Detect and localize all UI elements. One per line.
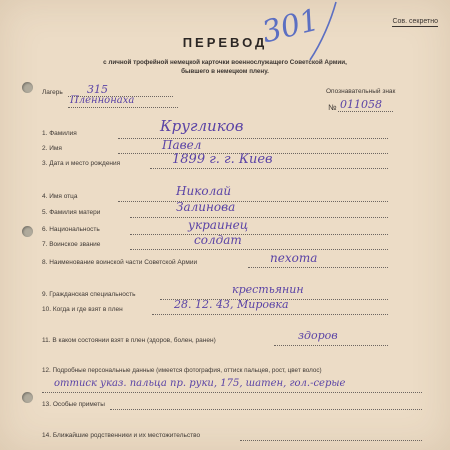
field-label-nationality: 6. Национальность: [42, 226, 100, 233]
id-mark-value: 011058: [340, 98, 382, 111]
field-underline: [130, 249, 388, 250]
field-label-relatives: 14. Ближайшие родственники и их местожительство: [42, 432, 201, 439]
field-underline: [274, 345, 388, 346]
field-value-father-name: Николай: [176, 184, 232, 198]
punch-hole: [22, 82, 33, 93]
field-underline: [130, 217, 388, 218]
field-label-personal-data: 12. Подробные персональные данные (имеется фотография, оттиск пальцев, рост, цвет волос): [42, 367, 322, 374]
field-value-profession: крестьянин: [232, 283, 304, 296]
field-value-mother-surname: Залинова: [176, 200, 236, 214]
camp-value: 315: [87, 83, 108, 96]
field-underline: [118, 201, 388, 202]
punch-hole: [22, 392, 33, 403]
camp-label: Лагерь: [42, 89, 63, 96]
field-underline: [152, 314, 388, 315]
field-value-rank: солдат: [194, 233, 242, 247]
field-value-first-name: Павел: [162, 138, 202, 152]
field-label-birth: 3. Дата и место рождения: [42, 160, 121, 167]
secret-label: Сов. секретно: [392, 18, 438, 25]
field-underline: [110, 409, 422, 410]
field-label-first-name: 2. Имя: [42, 145, 62, 152]
field-label-father-name: 4. Имя отца: [42, 193, 78, 200]
field-value-birth: 1899 г. г. Киев: [172, 152, 273, 167]
field-underline: [130, 234, 388, 235]
field-label-condition: 11. В каком состоянии взят в плен (здоров, болен, ранен): [42, 337, 216, 344]
field-label-rank: 7. Воинское звание: [42, 241, 101, 248]
camp-name-underline: [68, 107, 178, 108]
field-value-condition: здоров: [298, 329, 338, 342]
document-title: ПЕРЕВОД: [182, 35, 268, 50]
stamp-stroke: [300, 0, 340, 62]
field-value-capture: 28. 12. 43, Мировка: [174, 298, 289, 311]
id-no-label: №: [328, 103, 337, 112]
field-underline: [240, 440, 422, 441]
field-underline: [150, 168, 388, 169]
field-value-surname: Кругликов: [160, 117, 244, 135]
field-underline: [42, 392, 422, 393]
camp-name-value: Пленнонаха: [70, 95, 135, 106]
field-label-unit: 8. Наименование воинской части Советской Армии: [42, 259, 198, 266]
field-label-special-marks: 13. Особые приметы: [42, 401, 105, 408]
field-label-surname: 1. Фамилия: [42, 130, 77, 137]
id-underline: [338, 111, 393, 112]
field-value-personal-data: оттиск указ. пальца пр. руки, 175, шатен, гол.-серые: [54, 378, 346, 389]
stamp-number: 301: [258, 2, 323, 51]
id-mark-label: Опознавательный знак: [326, 88, 396, 95]
subtitle-line-1: с личной трофейной немецкой карточки военнослужащего Советской Армии,: [103, 59, 347, 66]
field-value-nationality: украинец: [188, 218, 249, 232]
field-label-capture: 10. Когда и где взят в плен: [42, 306, 123, 313]
subtitle-line-2: бывшего в немецком плену.: [181, 68, 269, 75]
field-label-profession: 9. Гражданская специальность: [42, 291, 136, 298]
field-label-mother-surname: 5. Фамилия матери: [42, 209, 101, 216]
field-underline: [118, 138, 388, 139]
punch-hole: [22, 226, 33, 237]
field-underline: [248, 267, 388, 268]
field-value-unit: пехота: [270, 251, 318, 265]
